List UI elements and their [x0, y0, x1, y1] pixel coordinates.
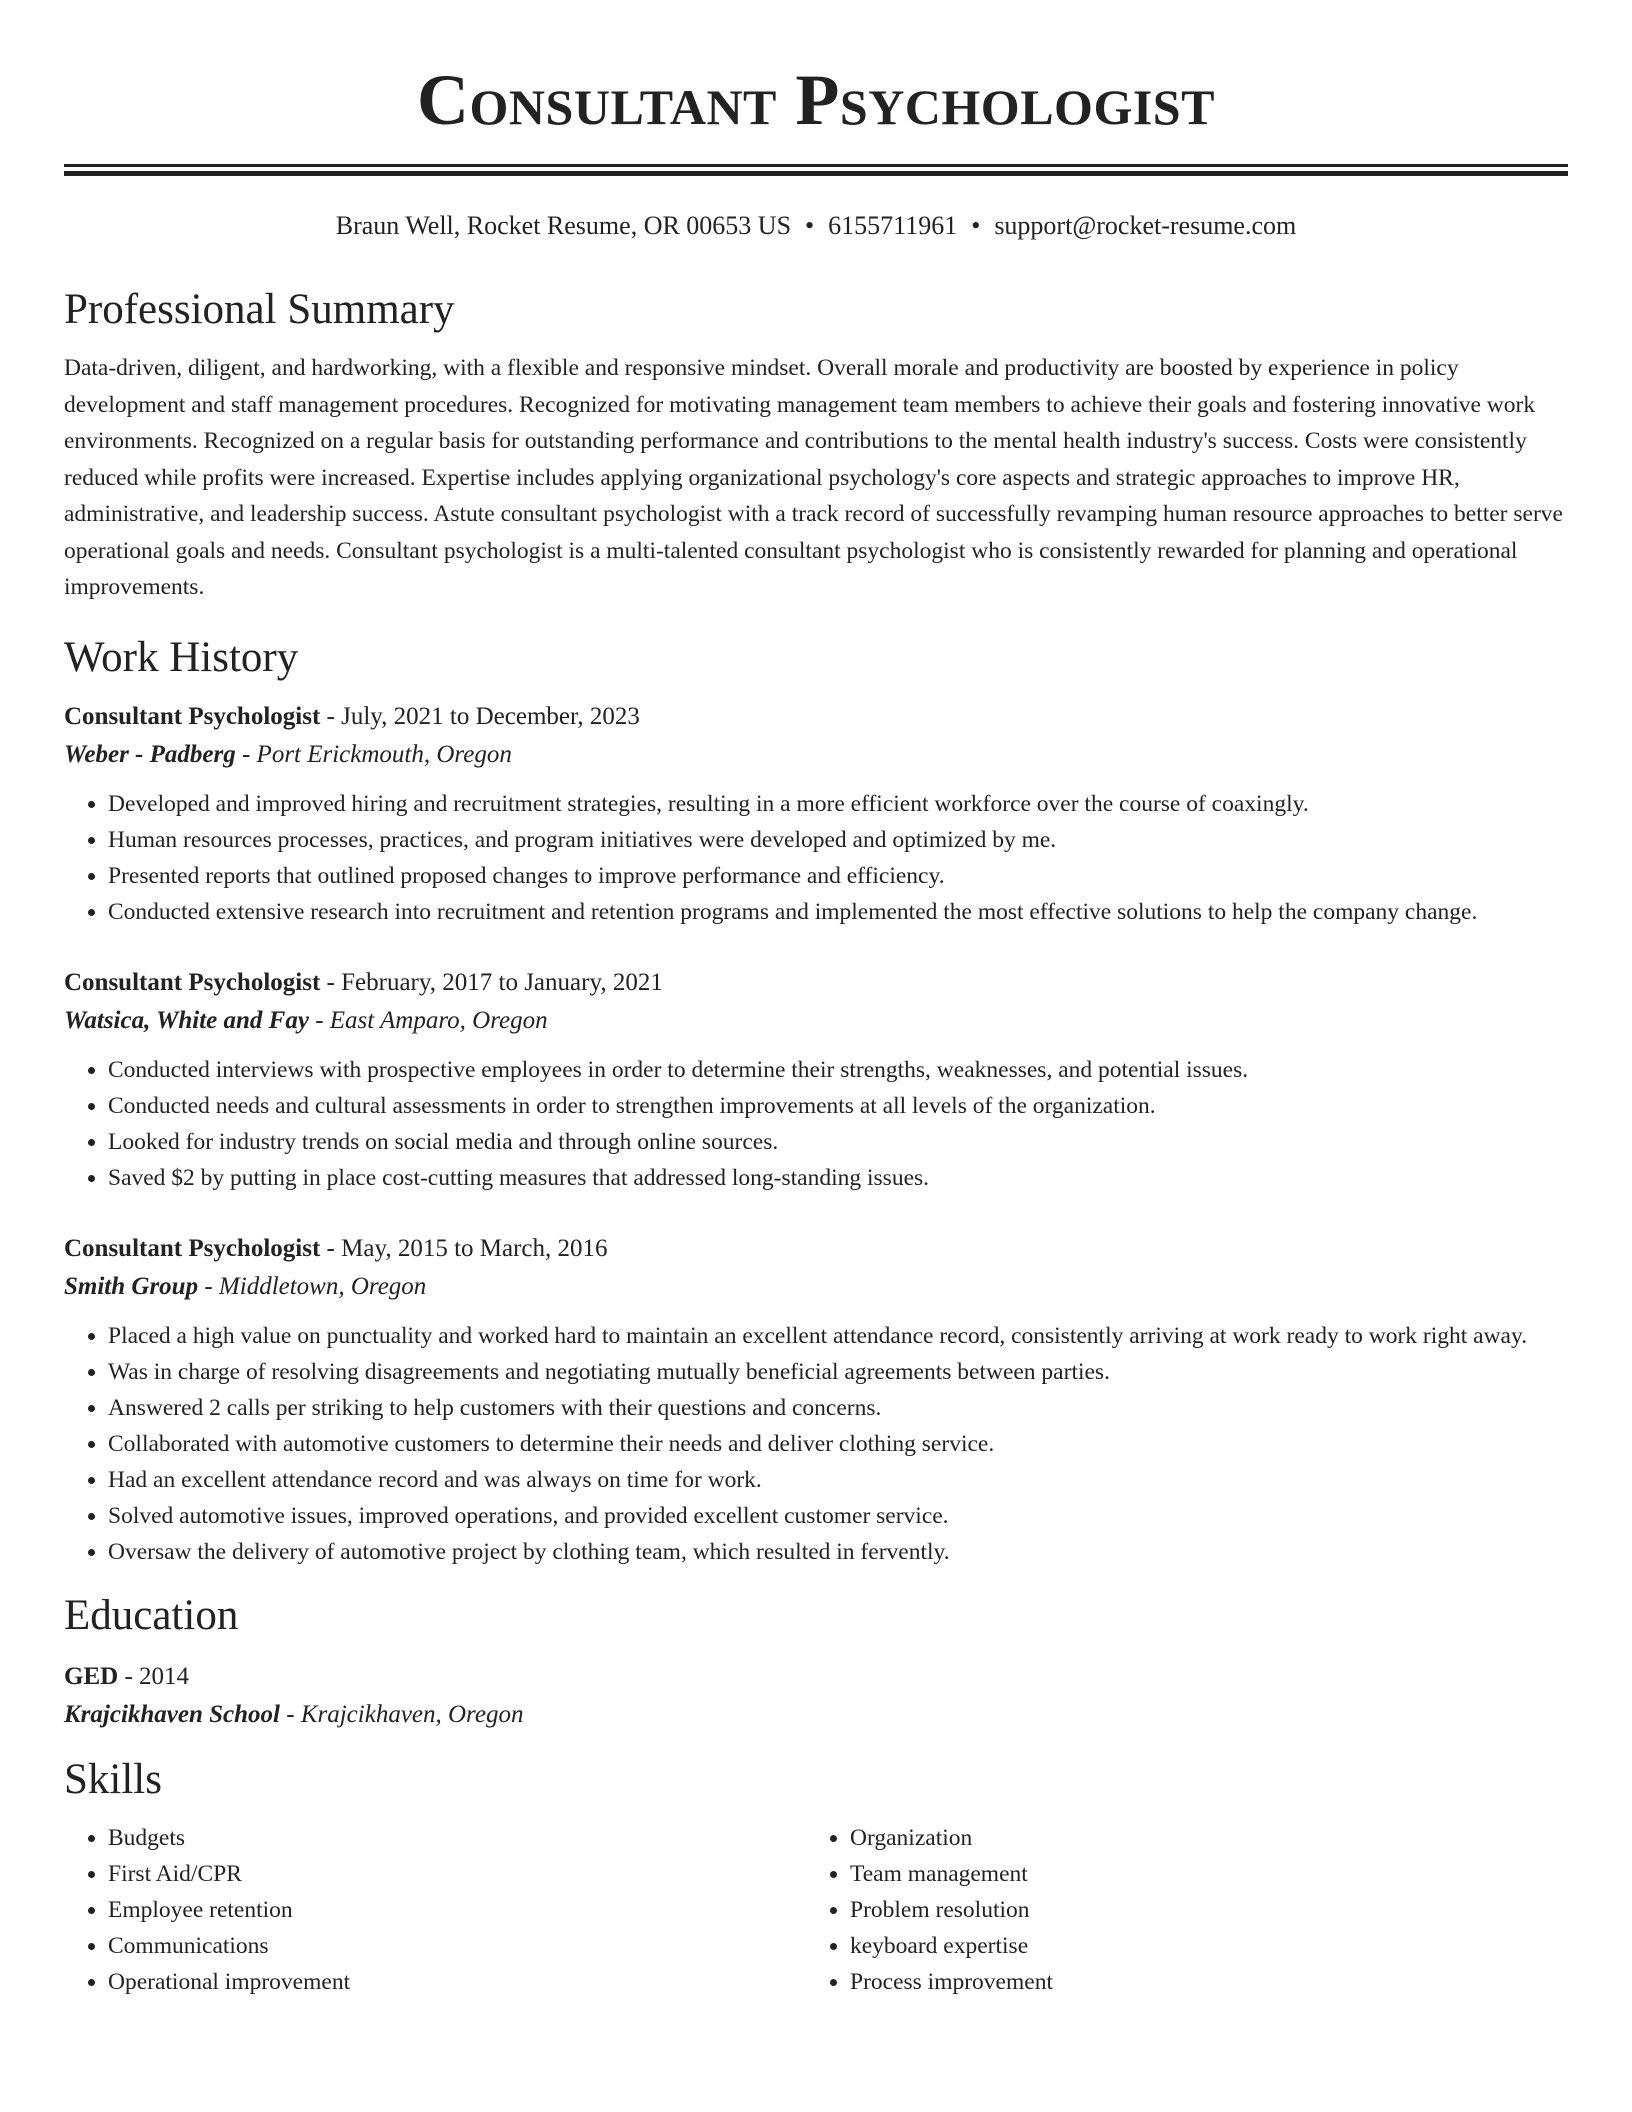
- list-item: • Oversaw the delivery of automotive project by clothing team, which resulted in fervently.: [108, 1534, 1568, 1570]
- degree-year: - 2014: [118, 1662, 190, 1690]
- education-entry: [64, 1658, 1568, 1734]
- school-location: - Krajcikhaven, Oregon: [280, 1700, 524, 1728]
- skill-item: • Problem resolution: [850, 1892, 1568, 1928]
- skills-left-column: [64, 1820, 806, 2000]
- job-entry: [64, 698, 1568, 930]
- title-divider: [64, 164, 1568, 176]
- job-title: Consultant Psychologist: [64, 702, 321, 730]
- list-item: • Human resources processes, practices, and program initiatives were developed and optimized by me.: [108, 822, 1568, 858]
- summary-heading: Professional Summary: [64, 286, 455, 333]
- skills-right-column: [806, 1820, 1568, 2000]
- job-bullets: [64, 1318, 1568, 1570]
- list-item: • Conducted needs and cultural assessments in order to strengthen improvements at all levels of the organization.: [108, 1088, 1568, 1124]
- job-dates: - February, 2017 to January, 2021: [320, 968, 663, 996]
- company-line: [64, 1268, 1568, 1306]
- list-item: • Placed a high value on punctuality and worked hard to maintain an excellent attendance record, consistently arriving at work ready to work right away.: [108, 1318, 1568, 1354]
- list-item: • Solved automotive issues, improved operations, and provided excellent customer service.: [108, 1498, 1568, 1534]
- skill-item: • Organization: [850, 1820, 1568, 1856]
- list-item: • Collaborated with automotive customers to determine their needs and deliver clothing service.: [108, 1426, 1568, 1462]
- list-item: • Saved $2 by putting in place cost-cutting measures that addressed long-standing issues.: [108, 1160, 1568, 1196]
- contact-separator: •: [805, 211, 815, 240]
- contact-phone: 6155711961: [828, 211, 958, 240]
- list-item: • Was in charge of resolving disagreements and negotiating mutually beneficial agreements between parties.: [108, 1354, 1568, 1390]
- contact-email: support@rocket-resume.com: [994, 211, 1297, 240]
- job-title-line: [64, 1230, 1568, 1268]
- contact-separator: •: [971, 211, 981, 240]
- list-item: • Had an excellent attendance record and was always on time for work.: [108, 1462, 1568, 1498]
- summary-text: Data-driven, diligent, and hardworking, with a flexible and responsive mindset. Overall morale and productivity are boosted by experience in policy development and staff management procedures. Recognized for motivating management team members to achieve their goals and fostering innovative work environments. Recognized on a regular basis for outstanding performance and contributions to the mental health industry's success. Costs were consistently reduced while profits were increased. Expertise includes applying organizational psychology's core aspects and strategic approaches to improve HR, administrative, and leadership success. Astute consultant psychologist with a track record of successfully revamping human resource approaches to better serve operational goals and needs. Consultant psychologist is a multi-talented consultant psychologist who is consistently rewarded for planning and operational improvements.: [64, 355, 1563, 600]
- list-item: • Conducted extensive research into recruitment and retention programs and implemented the most effective solutions to help the company change.: [108, 894, 1568, 930]
- job-bullets: [64, 1052, 1568, 1196]
- list-item: • Answered 2 calls per striking to help customers with their questions and concerns.: [108, 1390, 1568, 1426]
- skill-item: • keyboard expertise: [850, 1928, 1568, 1964]
- job-title-line: [64, 964, 1568, 1002]
- job-entry: [64, 964, 1568, 1196]
- skills-columns: [64, 1820, 1568, 2000]
- resume-title: Consultant Psychologist: [417, 60, 1215, 140]
- skill-item: • First Aid/CPR: [108, 1856, 806, 1892]
- education-heading: Education: [64, 1591, 239, 1639]
- contact-line: [64, 210, 1568, 242]
- skill-item: • Operational improvement: [108, 1964, 806, 2000]
- school-line: [64, 1696, 1568, 1734]
- list-item: • Looked for industry trends on social media and through online sources.: [108, 1124, 1568, 1160]
- company-location: - Middletown, Oregon: [198, 1272, 427, 1300]
- degree-line: [64, 1658, 1568, 1696]
- job-dates: - July, 2021 to December, 2023: [320, 702, 640, 730]
- company-name: Smith Group: [64, 1272, 199, 1300]
- job-title-line: [64, 698, 1568, 736]
- company-line: [64, 736, 1568, 774]
- company-line: [64, 1002, 1568, 1040]
- skill-item: • Team management: [850, 1856, 1568, 1892]
- skill-item: • Communications: [108, 1928, 806, 1964]
- skill-item: • Employee retention: [108, 1892, 806, 1928]
- school-name: Krajcikhaven School: [64, 1700, 280, 1728]
- company-name: Weber - Padberg: [64, 740, 236, 768]
- list-item: • Conducted interviews with prospective employees in order to determine their strengths, weaknesses, and potential issues.: [108, 1052, 1568, 1088]
- job-dates: - May, 2015 to March, 2016: [320, 1234, 608, 1262]
- job-title: Consultant Psychologist: [64, 1234, 321, 1262]
- degree-name: GED: [64, 1662, 119, 1690]
- list-item: • Presented reports that outlined proposed changes to improve performance and efficiency.: [108, 858, 1568, 894]
- company-location: - Port Erickmouth, Oregon: [235, 740, 512, 768]
- work-history-heading: Work History: [64, 633, 299, 681]
- company-name: Watsica, White and Fay: [64, 1006, 309, 1034]
- job-entry: [64, 1230, 1568, 1570]
- company-location: - East Amparo, Oregon: [308, 1006, 548, 1034]
- skills-heading: Skills: [64, 1755, 162, 1803]
- contact-address: Braun Well, Rocket Resume, OR 00653 US: [335, 211, 792, 240]
- job-bullets: [64, 786, 1568, 930]
- job-title: Consultant Psychologist: [64, 968, 321, 996]
- skill-item: • Process improvement: [850, 1964, 1568, 2000]
- list-item: • Developed and improved hiring and recruitment strategies, resulting in a more efficient workforce over the course of coaxingly.: [108, 786, 1568, 822]
- skill-item: • Budgets: [108, 1820, 806, 1856]
